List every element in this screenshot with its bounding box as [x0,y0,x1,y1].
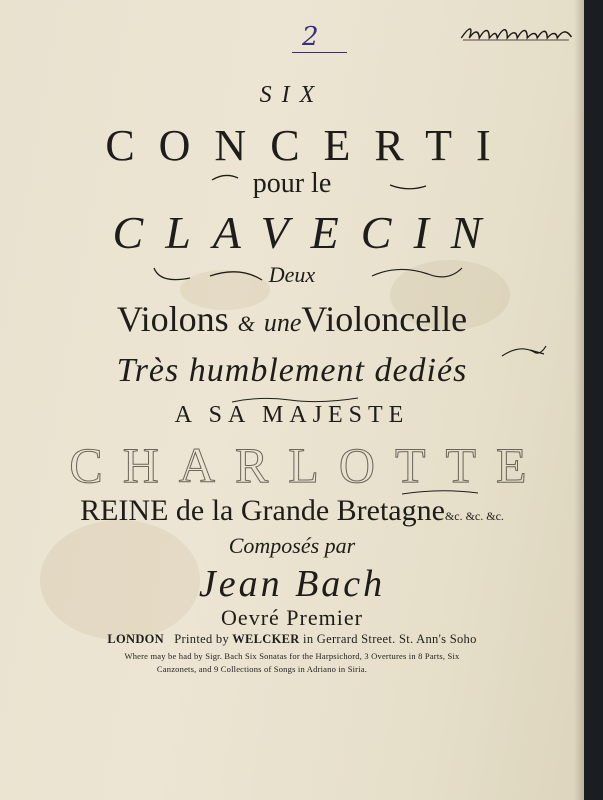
owner-signature [458,24,577,44]
imprint-where-line-2: Canzonets, and 9 Collections of Songs in Adriano in Siria. [156,664,368,674]
shelf-mark-underline [292,52,347,53]
title-six: SIX [259,82,325,108]
opus-number: Oevré Premier [221,605,363,630]
ampersand: & [237,311,255,336]
violoncelle-word: Violoncelle [301,299,468,339]
title-reine [0,494,584,528]
title-violons [0,298,584,340]
title-clavecin: CLAVECIN [112,207,504,258]
title-deux: Deux [268,262,316,287]
title-charlotte: CHARLOTTE [69,437,547,493]
reine-text: REINE de la Grande Bretagne [80,494,445,527]
imprint-publisher: WELCKER [232,632,300,646]
imprint-london [0,632,584,647]
title-concerti: CONCERTI [105,121,515,170]
violons-word: Violons [116,299,229,339]
title-dedies: Très humblement dediés [116,352,468,389]
imprint-where-line-1: Where may be had by Sigr. Bach Six Sonatas for the Harpsichord, 3 Overtures in 8 Parts, Six [124,651,460,661]
flourish-right-1 [388,182,428,192]
shelf-mark: 2 [302,22,319,52]
imprint-address: in Gerrard Street. St. Ann's Soho [303,632,477,646]
flourish-right-2 [368,262,468,284]
imprint-city: LONDON [107,632,164,646]
title-pour-le: pour le [252,168,332,199]
une-word: une [263,308,302,337]
flourish-left-1 [210,172,240,184]
title-composes-par: Composés par [228,533,356,558]
flourish-reine [400,488,480,496]
imprint-printed-by: Printed by [174,632,230,646]
title-a-sa-majeste: A SA MAJESTE [174,402,410,428]
composer-name: Jean Bach [198,563,386,605]
etc-text: &c. &c. &c. [444,509,504,523]
